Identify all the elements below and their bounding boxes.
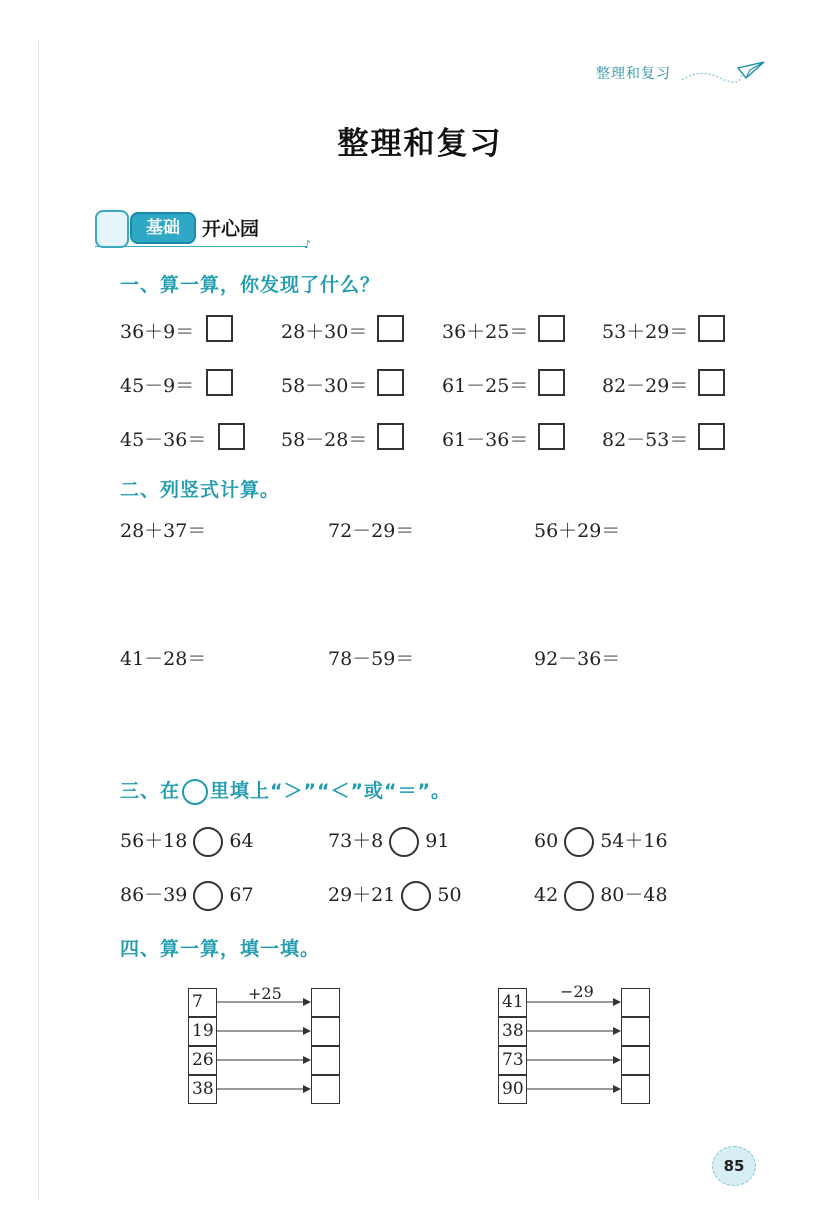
section-3-heading (120, 776, 451, 805)
heading-post: 里填上“＞”“＜”或“＝”。 (210, 780, 451, 802)
compare-left: 42 (534, 884, 559, 906)
answer-box[interactable] (218, 423, 245, 450)
equation: 58－30＝ (281, 375, 368, 397)
input-cell: 41 (498, 988, 527, 1017)
answer-box[interactable] (698, 315, 725, 342)
equation: 28＋30＝ (281, 321, 368, 343)
compare-left: 29＋21 (328, 884, 396, 906)
answer-box[interactable] (377, 423, 404, 450)
equation: 45－36＝ (120, 429, 207, 451)
heading-pre: 三、在 (120, 780, 181, 802)
input-cell: 38 (188, 1075, 217, 1104)
arrow-icon (527, 988, 621, 1104)
vertical-calc-problem: 92－36＝ (534, 648, 621, 670)
input-cell: 26 (188, 1046, 217, 1075)
answer-box[interactable] (698, 369, 725, 396)
compare-circle[interactable] (564, 881, 594, 911)
compare-item (534, 826, 668, 857)
compare-item (328, 826, 449, 857)
compare-right: 50 (437, 884, 462, 906)
compare-circle[interactable] (401, 881, 431, 911)
compare-item (120, 880, 254, 911)
compare-right: 64 (229, 830, 254, 852)
output-cell[interactable] (621, 1046, 650, 1075)
vertical-calc-problem: 28＋37＝ (120, 520, 207, 542)
equation: 36＋25＝ (442, 321, 529, 343)
compare-circle[interactable] (564, 827, 594, 857)
compare-right: 91 (425, 830, 450, 852)
compare-item (534, 880, 668, 911)
compare-circle[interactable] (389, 827, 419, 857)
equation: 82－29＝ (602, 375, 689, 397)
compare-right: 80－48 (600, 884, 668, 906)
banner-label: 开心园 (202, 218, 260, 240)
section-2-heading: 二、列竖式计算。 (120, 479, 281, 501)
answer-box[interactable] (377, 315, 404, 342)
equation: 53＋29＝ (602, 321, 689, 343)
answer-box[interactable] (538, 315, 565, 342)
answer-box[interactable] (698, 423, 725, 450)
arrow-icon (217, 988, 311, 1104)
vertical-calc-problem: 41－28＝ (120, 648, 207, 670)
input-cell: 7 (188, 988, 217, 1017)
answer-box[interactable] (538, 369, 565, 396)
operation-label: +25 (248, 984, 282, 1003)
page-number: 85 (712, 1146, 756, 1186)
compare-left: 60 (534, 830, 559, 852)
paper-plane-icon (680, 58, 770, 88)
compare-left: 73＋8 (328, 830, 384, 852)
answer-box[interactable] (377, 369, 404, 396)
equation: 45－9＝ (120, 375, 195, 397)
equation: 82－53＝ (602, 429, 689, 451)
output-cell[interactable] (311, 988, 340, 1017)
input-cell: 19 (188, 1017, 217, 1046)
compare-item (120, 826, 254, 857)
vertical-calc-problem: 56＋29＝ (534, 520, 621, 542)
output-cell[interactable] (621, 988, 650, 1017)
answer-box[interactable] (538, 423, 565, 450)
answer-box[interactable] (206, 315, 233, 342)
compare-right: 67 (229, 884, 254, 906)
output-cell[interactable] (311, 1046, 340, 1075)
banner-underline (95, 246, 307, 247)
equation: 61－36＝ (442, 429, 529, 451)
banner-badge: 基础 (130, 212, 196, 244)
output-cell[interactable] (311, 1017, 340, 1046)
compare-left: 56＋18 (120, 830, 188, 852)
input-cell: 90 (498, 1075, 527, 1104)
equation: 36＋9＝ (120, 321, 195, 343)
music-note-icon: ♪ (304, 238, 312, 251)
banner-tab (95, 210, 129, 248)
output-cell[interactable] (311, 1075, 340, 1104)
vertical-calc-problem: 72－29＝ (328, 520, 415, 542)
equation: 61－25＝ (442, 375, 529, 397)
compare-item (328, 880, 462, 911)
vertical-calc-problem: 78－59＝ (328, 648, 415, 670)
compare-circle[interactable] (193, 881, 223, 911)
header-tag: 整理和复习 (596, 66, 671, 82)
section-4-heading: 四、算一算，填一填。 (120, 938, 321, 960)
page-title: 整理和复习 (337, 126, 503, 162)
circle-symbol (182, 779, 208, 805)
page-edge-line (38, 40, 39, 1200)
output-cell[interactable] (621, 1017, 650, 1046)
compare-right: 54＋16 (600, 830, 668, 852)
compare-circle[interactable] (193, 827, 223, 857)
equation: 58－28＝ (281, 429, 368, 451)
section-1-heading: 一、算一算，你发现了什么？ (120, 274, 381, 296)
compare-left: 86－39 (120, 884, 188, 906)
input-cell: 73 (498, 1046, 527, 1075)
answer-box[interactable] (206, 369, 233, 396)
output-cell[interactable] (621, 1075, 650, 1104)
operation-label: −29 (560, 982, 594, 1001)
input-cell: 38 (498, 1017, 527, 1046)
